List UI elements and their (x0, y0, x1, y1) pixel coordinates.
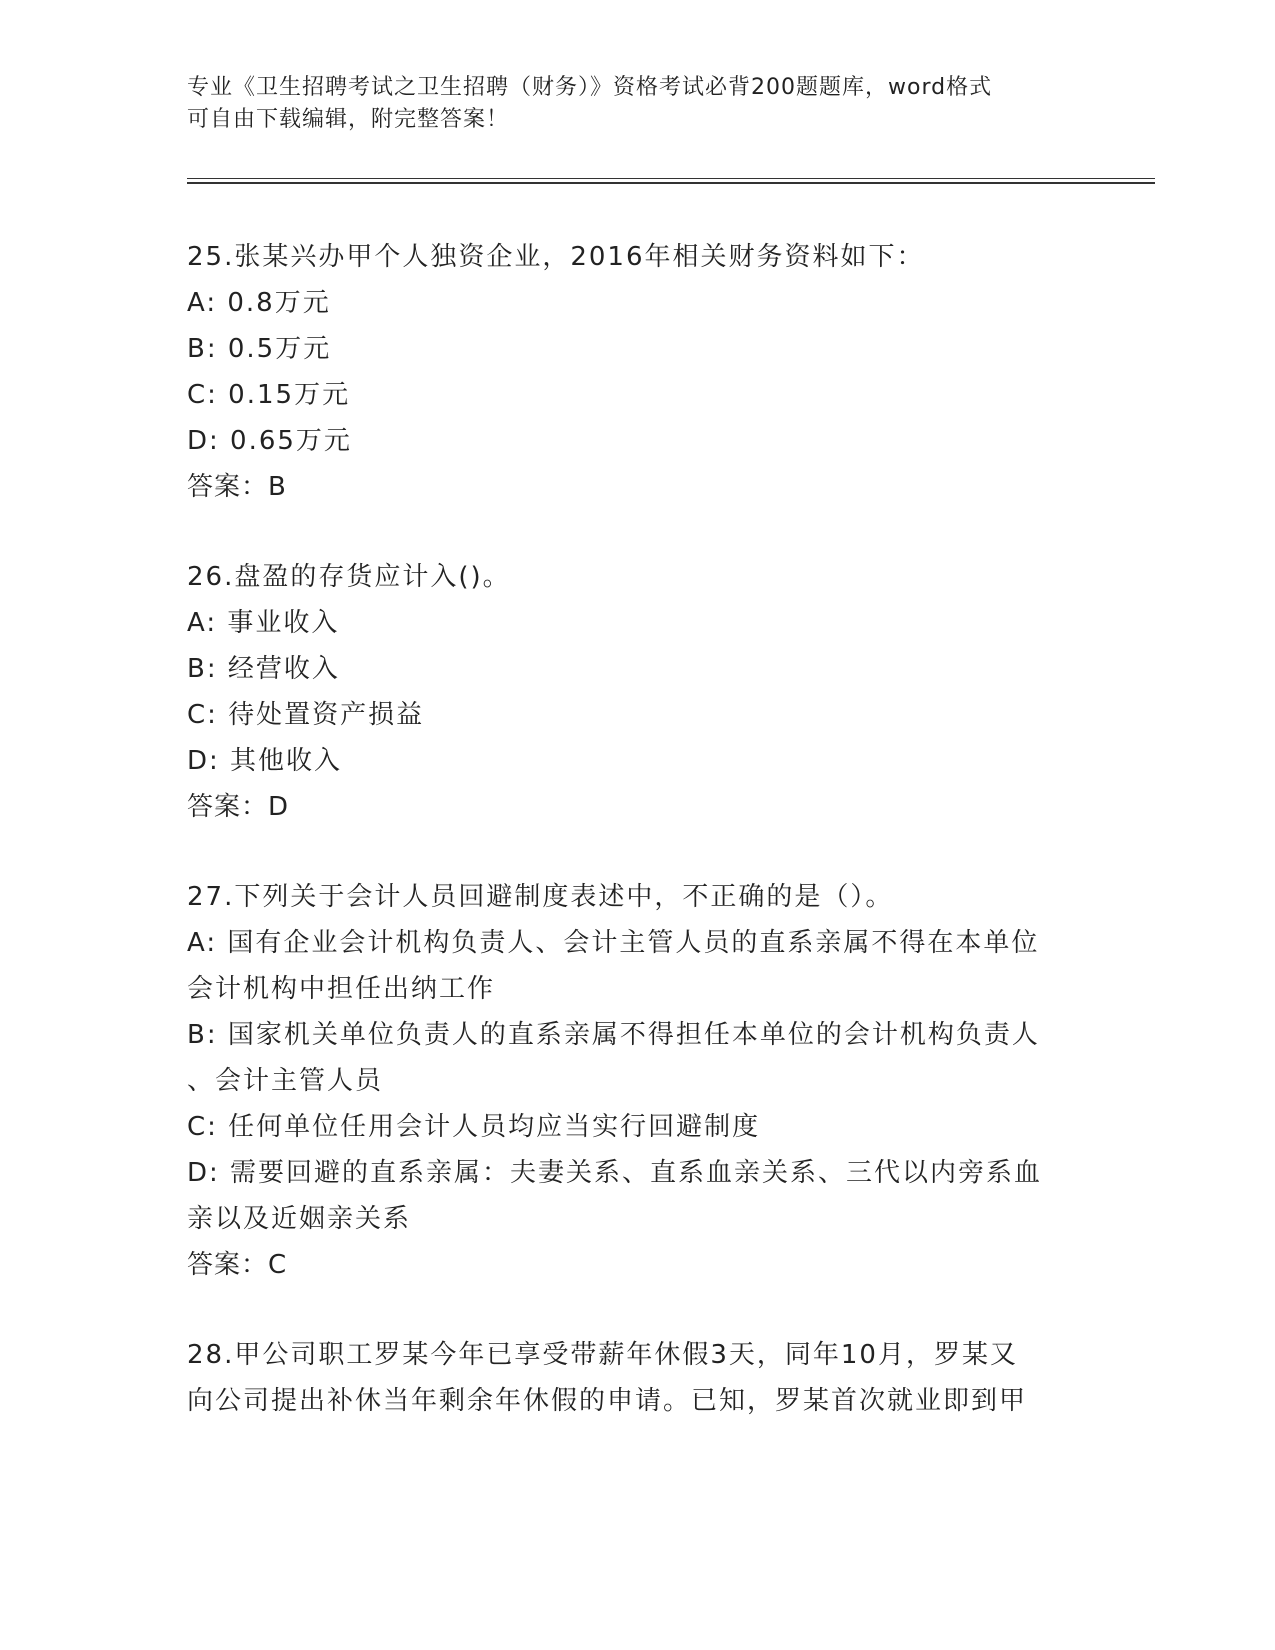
header-divider-thick (187, 182, 1155, 184)
question-stem: 26.盘盈的存货应计入()。 (187, 562, 511, 592)
answer: 答案：C (187, 1250, 288, 1280)
option-a: A: 0.8万元 (187, 288, 331, 318)
option-d: D: 其他收入 (187, 746, 343, 776)
option-a-continued: 会计机构中担任出纳工作 (187, 974, 496, 1004)
question-stem: 28.甲公司职工罗某今年已享受带薪年休假3天，同年10月，罗某又 (187, 1340, 1018, 1370)
option-a: A: 事业收入 (187, 608, 340, 638)
answer: 答案：D (187, 792, 290, 822)
question-stem-continued: 向公司提出补休当年剩余年休假的申请。已知，罗某首次就业即到甲 (187, 1386, 1028, 1416)
question-list (187, 234, 1087, 1424)
question-27 (187, 874, 1087, 1288)
question-stem: 25.张某兴办甲个人独资企业，2016年相关财务资料如下： (187, 242, 925, 272)
document-header (187, 72, 1087, 136)
header-divider-thin (187, 178, 1155, 179)
option-c: C: 任何单位任用会计人员均应当实行回避制度 (187, 1112, 761, 1142)
question-26 (187, 554, 1087, 830)
answer: 答案：B (187, 472, 287, 502)
option-c: C: 待处置资产损益 (187, 700, 425, 730)
option-b-continued: 、会计主管人员 (187, 1066, 384, 1096)
question-stem: 27.下列关于会计人员回避制度表述中，不正确的是（）。 (187, 882, 894, 912)
question-28 (187, 1332, 1087, 1424)
option-a: A: 国有企业会计机构负责人、会计主管人员的直系亲属不得在本单位 (187, 928, 1040, 958)
option-b: B: 国家机关单位负责人的直系亲属不得担任本单位的会计机构负责人 (187, 1020, 1040, 1050)
header-line-1: 专业《卫生招聘考试之卫生招聘（财务）》资格考试必背200题题库，word格式 (187, 75, 993, 100)
option-d-continued: 亲以及近姻亲关系 (187, 1204, 412, 1234)
option-c: C: 0.15万元 (187, 380, 351, 410)
option-b: B: 经营收入 (187, 654, 340, 684)
option-d: D: 0.65万元 (187, 426, 352, 456)
header-line-2: 可自由下载编辑，附完整答案！ (187, 107, 510, 132)
option-b: B: 0.5万元 (187, 334, 332, 364)
question-25 (187, 234, 1087, 510)
option-d: D: 需要回避的直系亲属：夫妻关系、直系血亲关系、三代以内旁系血 (187, 1158, 1043, 1188)
